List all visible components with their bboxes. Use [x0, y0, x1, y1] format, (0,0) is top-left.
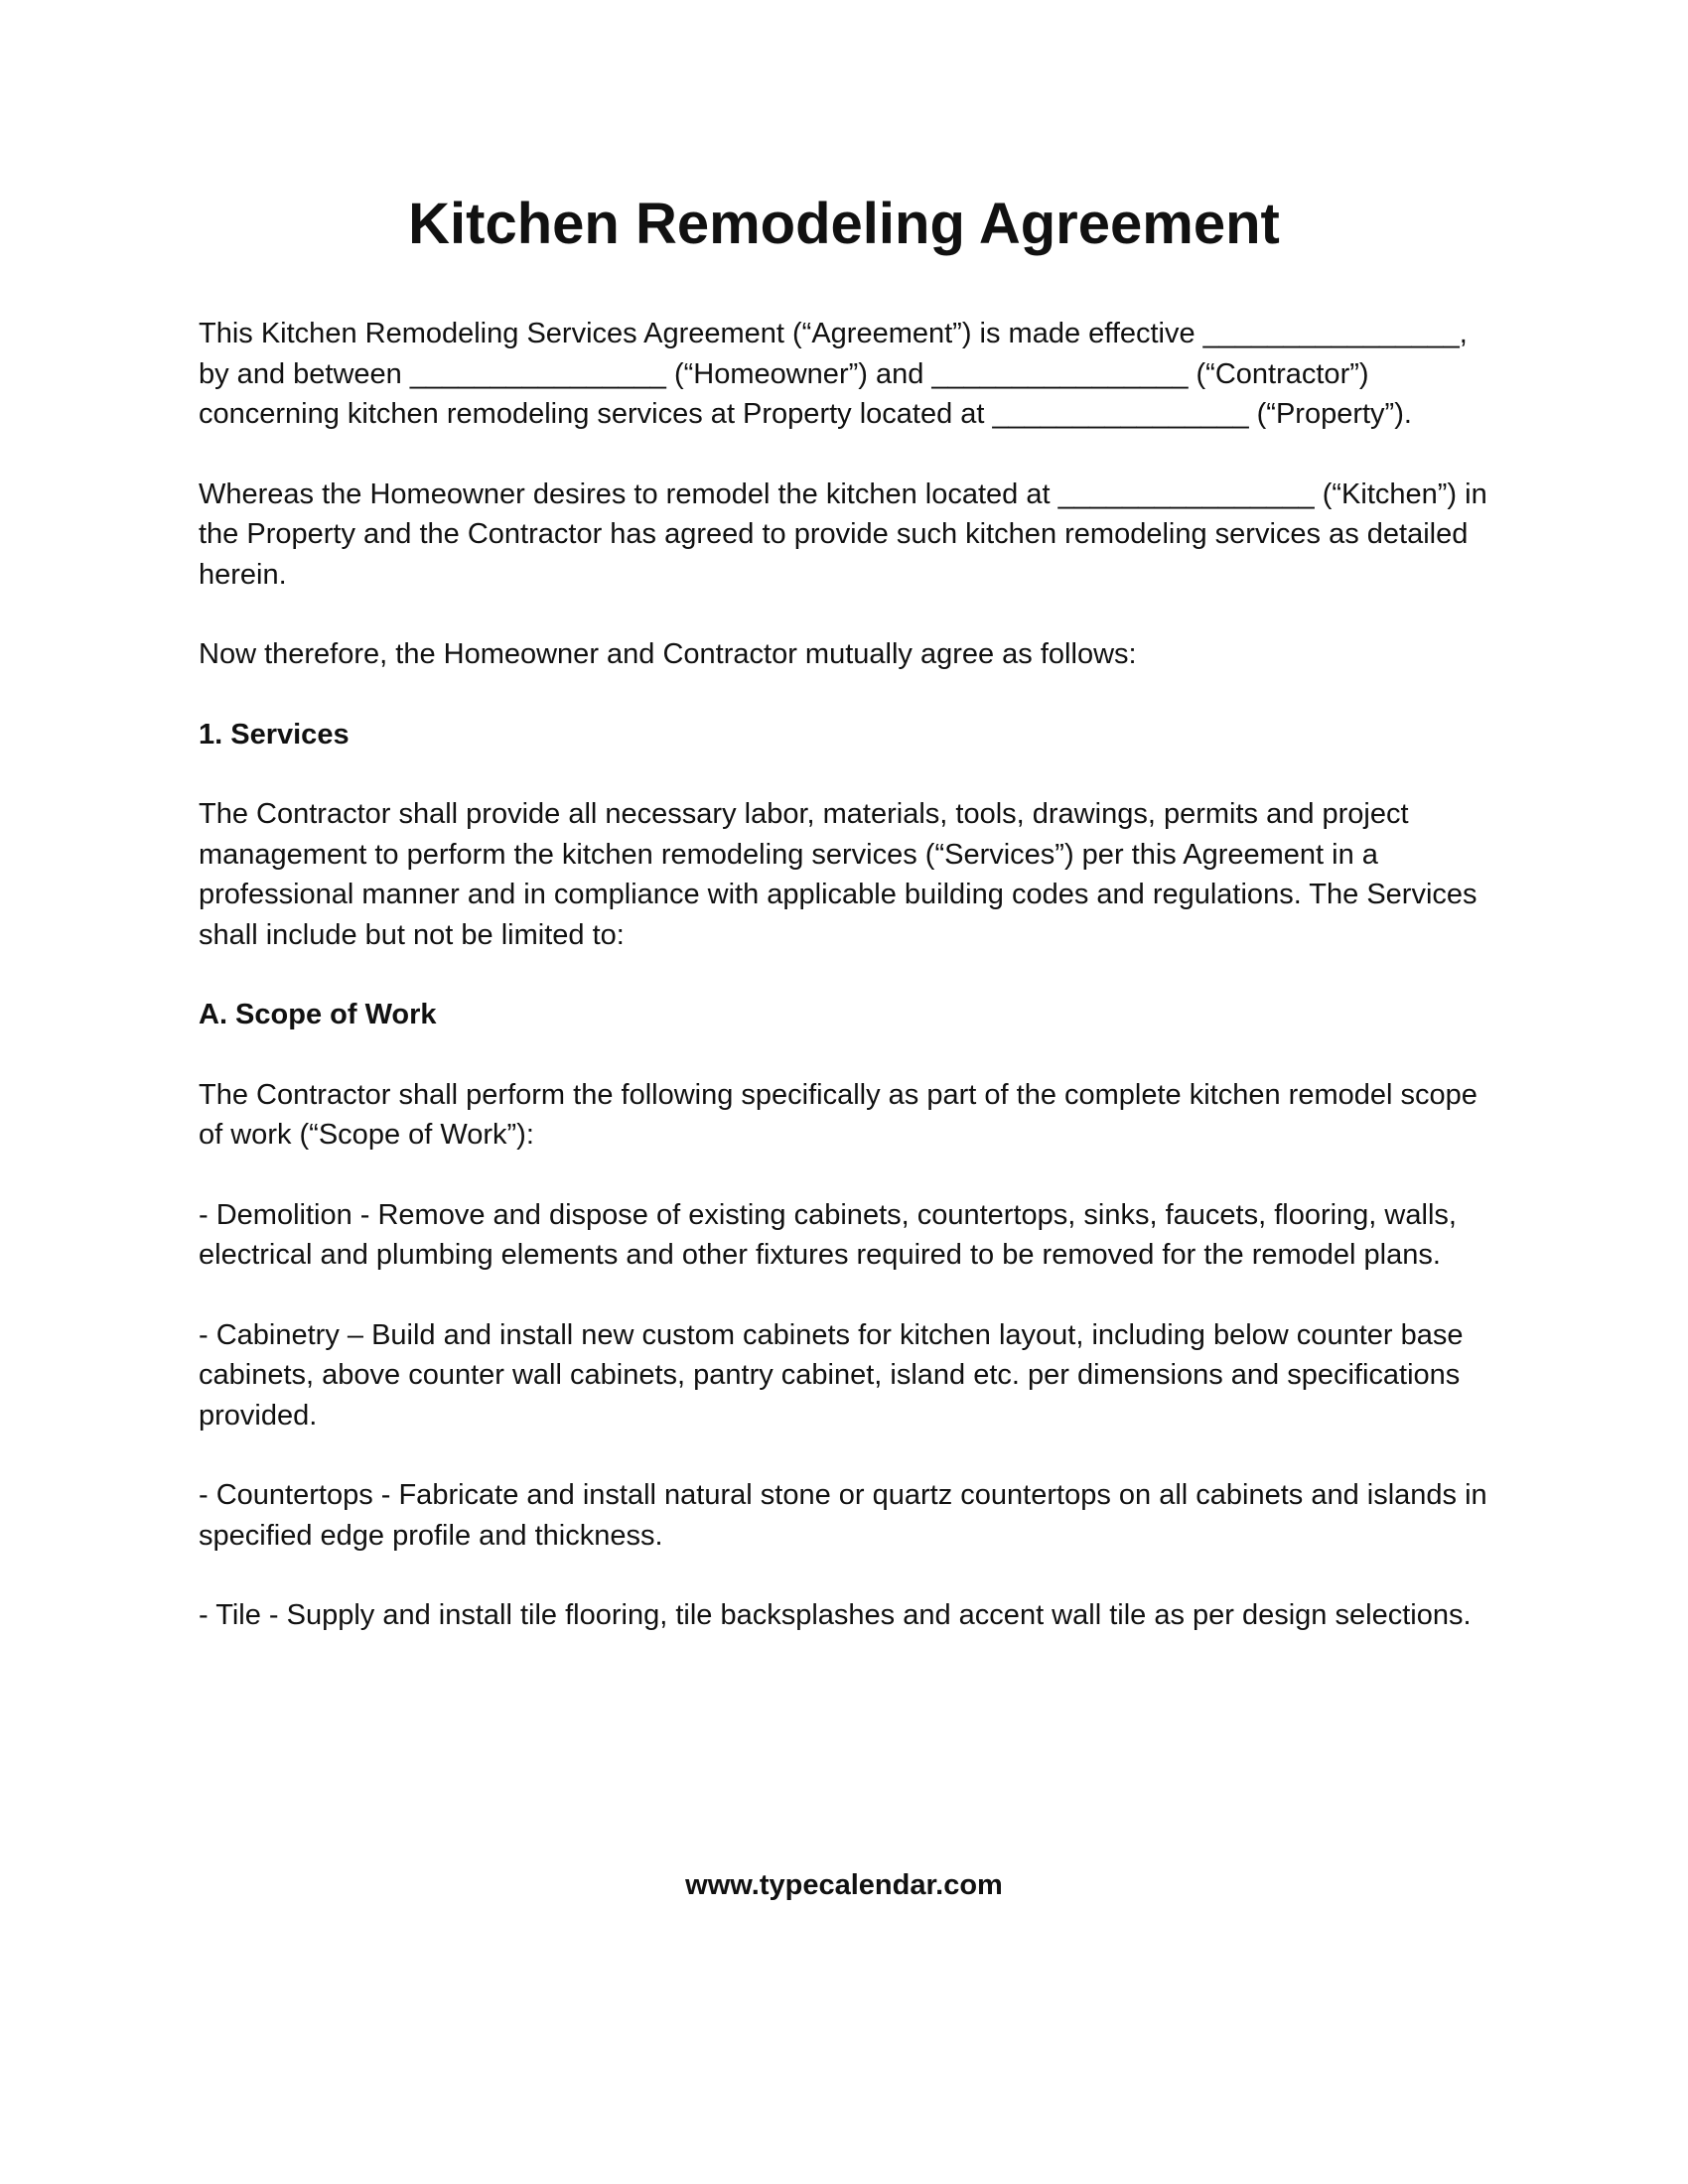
list-item-tile: - Tile - Supply and install tile flooring, tile backsplashes and accent wall tile as per design selections.: [199, 1599, 1472, 1631]
list-item-cabinetry: - Cabinetry – Build and install new custom cabinets for kitchen layout, including below counter base cabinets, above counter wall cabinets, pantry cabinet, island etc. per dimensions and specifications provided.: [199, 1318, 1464, 1432]
document-title: Kitchen Remodeling Agreement: [408, 192, 1280, 256]
scope-paragraph: The Contractor shall perform the following specifically as part of the complete kitchen remodel scope of work (“Scope of Work”):: [199, 1078, 1477, 1151]
footer-website: www.typecalendar.com: [685, 1869, 1003, 1901]
list-item-countertops: - Countertops - Fabricate and install natural stone or quartz countertops on all cabinets and islands in specified edge profile and thickness.: [199, 1479, 1487, 1552]
services-paragraph: The Contractor shall provide all necessary labor, materials, tools, drawings, permits and project management to perform the kitchen remodeling services (“Services”) per this Agreement in a professional manner and in compliance with applicable building codes and regulations. The Services shall include but not be limited to:: [199, 798, 1477, 951]
agreement-paragraph: Now therefore, the Homeowner and Contractor mutually agree as follows:: [199, 638, 1137, 670]
intro-paragraph: This Kitchen Remodeling Services Agreement (“Agreement”) is made effective ________________, by and between ________________ (“Homeowner”) and ________________ (“Contractor”) concerning kitchen remodeling services at Property located at ________________ (“Property”).: [199, 318, 1468, 430]
document-body: [199, 314, 1489, 1676]
section-heading-scope-of-work: A. Scope of Work: [199, 999, 437, 1030]
section-heading-services: 1. Services: [199, 718, 350, 751]
list-item-demolition: - Demolition - Remove and dispose of existing cabinets, countertops, sinks, faucets, flooring, walls, electrical and plumbing elements and other fixtures required to be removed for the remodel plans.: [199, 1198, 1457, 1271]
whereas-paragraph: Whereas the Homeowner desires to remodel the kitchen located at ________________ (“Kitchen”) in the Property and the Contractor has agreed to provide such kitchen remodeling services as detailed herein.: [199, 478, 1487, 591]
